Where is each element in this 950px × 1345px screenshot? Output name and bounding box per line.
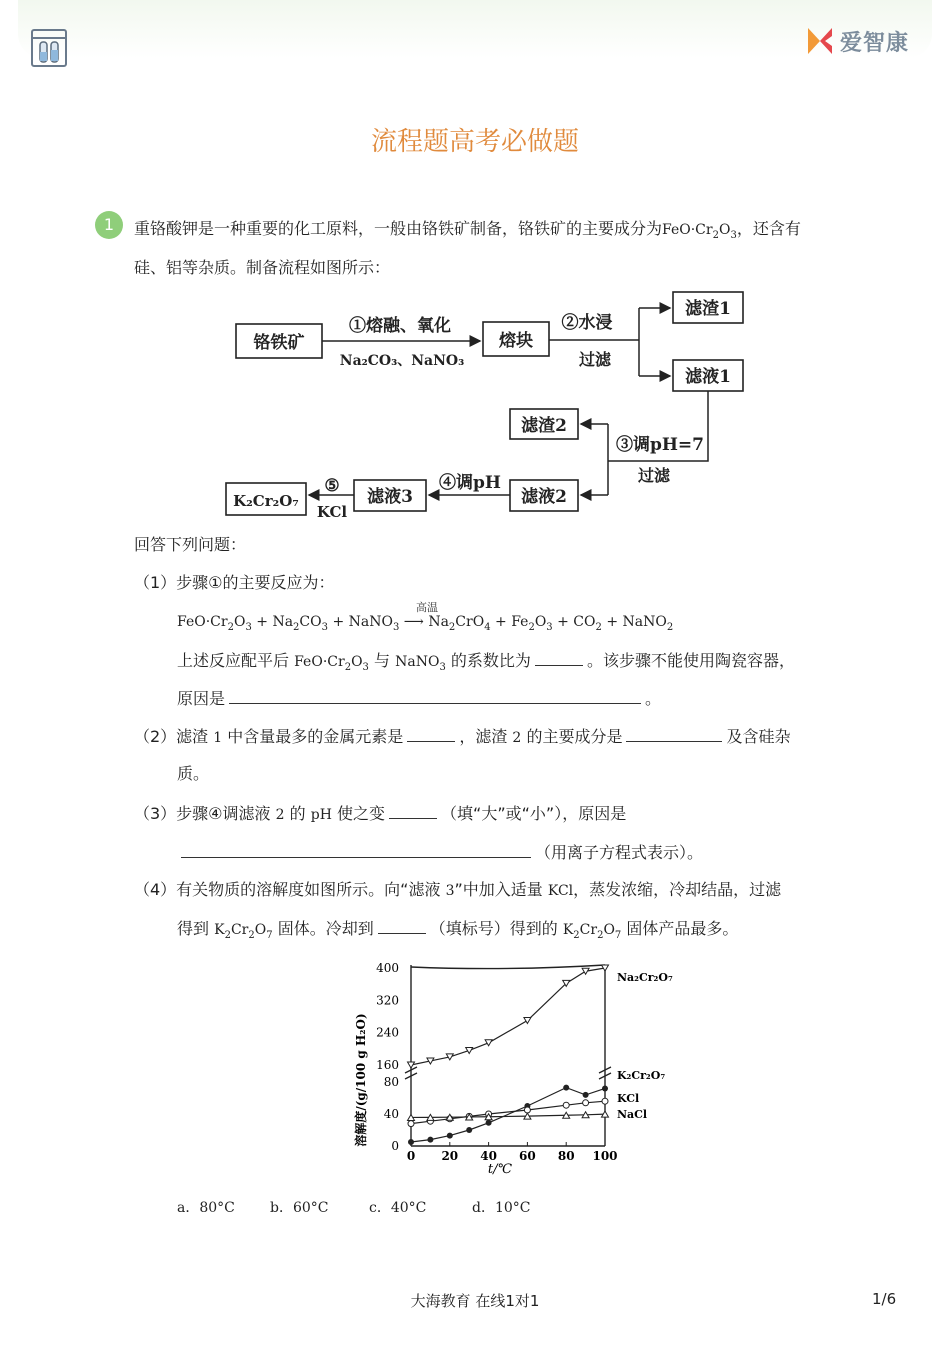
x-tick-label: 60 — [519, 1149, 536, 1163]
answer-blank-ionic-equation[interactable] — [181, 842, 531, 858]
data-point — [524, 1018, 531, 1024]
data-point — [486, 1120, 492, 1126]
data-point — [466, 1047, 473, 1053]
intro-text-post: ，还含有 — [736, 219, 801, 238]
series-label: Na₂Cr₂O₇ — [617, 971, 673, 984]
data-point — [602, 1098, 608, 1104]
solubility-chart — [335, 955, 685, 1185]
y-axis-label: 溶解度/(g/100 g H₂O) — [354, 1013, 368, 1147]
q2-line-1: （2）滤渣 1 中含量最多的金属元素是 ，滤渣 2 的主要成分是 及含硅杂 — [134, 727, 791, 746]
y-tick-label: 0 — [391, 1139, 399, 1153]
process-flow-diagram — [220, 285, 760, 520]
series-label: KCl — [617, 1092, 640, 1105]
flow-residue-1-label: 滤渣1 — [685, 299, 731, 319]
page-number: 1/6 — [872, 1290, 897, 1308]
header-band — [18, 0, 932, 58]
flow-start-label: 铬铁矿 — [253, 333, 305, 353]
data-point — [485, 1040, 492, 1046]
flow-block-label: 熔块 — [499, 331, 533, 351]
answer-blank-temperature[interactable] — [378, 918, 426, 934]
y-tick-label: 80 — [383, 1075, 399, 1089]
flow-reagents-label: Na₂CO₃、NaNO₃ — [339, 353, 465, 369]
data-point — [408, 1121, 414, 1127]
x-tick-label: 40 — [480, 1149, 497, 1163]
data-point — [602, 1085, 608, 1091]
brand-name: 爱智康 — [840, 30, 910, 56]
x-tick-label: 100 — [592, 1149, 618, 1163]
q4-line-2: 得到 $K_2Cr_2O_7$ 固体。冷却到 （填标号）得到的 $K_2Cr_2O_7$ 固体产品最多。 — [177, 919, 739, 941]
flow-step-5b-label: KCl — [316, 503, 348, 520]
flow-filtrate-2-label: 滤液2 — [521, 487, 567, 507]
intro-line-2: 硅、铝等杂质。制备流程如图所示： — [134, 258, 391, 277]
y-tick-label: 160 — [376, 1058, 399, 1072]
answer-blank-metal[interactable] — [407, 726, 455, 742]
choice-c[interactable]: c．40°C — [369, 1200, 427, 1216]
brand-mark-icon — [806, 26, 834, 56]
data-point — [583, 1092, 589, 1098]
q1-line-3: 上述反应配平后 $FeO\cdot Cr_2O_3$ 与 NaNO$_3$ 的系数比为 。该步骤不能使用陶瓷容器， — [177, 651, 795, 673]
flow-step-1-label: ①熔融、氧化 — [349, 316, 451, 336]
flow-step-5-label: ⑤ — [324, 476, 340, 496]
lab-beakers-icon — [30, 28, 68, 68]
flow-residue-2-label: 滤渣2 — [521, 416, 567, 436]
data-point — [563, 1085, 569, 1091]
intro-formula: $FeO\cdot Cr_2O_3$ — [662, 222, 737, 241]
question-number-badge: 1 — [95, 211, 123, 239]
flow-step-2-label: ②水浸 — [561, 313, 613, 333]
intro-text: 重铬酸钾是一种重要的化工原料，一般由铬铁矿制备，铬铁矿的主要成分为 — [134, 219, 663, 238]
flow-filtrate-3-label: 滤液3 — [367, 487, 413, 507]
data-point — [563, 1102, 569, 1108]
x-axis-label: t/℃ — [487, 1162, 513, 1177]
answer-blank-ratio[interactable] — [535, 650, 583, 666]
x-tick-label: 0 — [406, 1149, 416, 1163]
flow-step-4-label: ④调pH — [439, 473, 501, 493]
flow-filtrate-1-label: 滤液1 — [685, 367, 731, 387]
y-tick-label: 40 — [383, 1107, 399, 1121]
top-border — [411, 965, 605, 969]
page-title: 流程题高考必做题 — [370, 127, 579, 157]
flow-product-label: K₂Cr₂O₇ — [233, 492, 299, 510]
answer-blank-reason-1[interactable] — [229, 688, 641, 704]
series-line — [411, 968, 605, 1065]
series-label: NaCl — [617, 1108, 648, 1121]
q2-line-2: 质。 — [177, 764, 210, 783]
choice-d[interactable]: d．10°C — [472, 1200, 531, 1216]
data-point — [466, 1127, 472, 1133]
q3-line-2: （用离子方程式表示）。 — [177, 842, 703, 863]
q1-condition: 高温 — [416, 601, 438, 614]
answer-prompt: 回答下列问题： — [134, 535, 247, 554]
solubility-chart-svg — [335, 955, 685, 1185]
y-tick-label: 320 — [376, 993, 399, 1008]
answer-blank-residue-2[interactable] — [626, 726, 722, 742]
y-tick-label: 400 — [376, 961, 399, 975]
data-point — [524, 1107, 530, 1113]
q4-line-1: （4）有关物质的溶解度如图所示。向“滤液 3”中加入适量 KCl，蒸发浓缩，冷却结晶，过滤 — [134, 880, 782, 899]
data-point — [408, 1139, 414, 1145]
footer-org: 大海教育 在线1对1 — [410, 1292, 540, 1310]
data-point — [447, 1133, 453, 1139]
y-tick-label: 240 — [376, 1025, 399, 1040]
brand-logo — [806, 24, 909, 58]
data-point — [583, 1100, 589, 1106]
choice-b[interactable]: b．60°C — [270, 1200, 329, 1216]
answer-blank-ph[interactable] — [389, 803, 437, 819]
q3-line-1: （3）步骤④调滤液 2 的 pH 使之变 （填“大”或“小”），原因是 — [134, 804, 627, 823]
choice-a[interactable]: a．80°C — [177, 1200, 235, 1216]
flow-step-2b-label: 过滤 — [578, 350, 612, 369]
flow-step-3-label: ③调pH=7 — [615, 435, 705, 455]
q1-equation: $FeO\cdot Cr_2O_3 + Na_2CO_3$ + NaNO$_3$ ⟶ $Na_2CrO_4 + Fe_2O_3 + CO_2$ + NaNO$_2$ — [177, 614, 674, 633]
q1-line-4: 原因是 。 — [177, 689, 662, 708]
flow-step-3b-label: 过滤 — [637, 466, 671, 485]
series-label: K₂Cr₂O₇ — [617, 1069, 666, 1082]
x-tick-label: 20 — [441, 1149, 459, 1163]
series-line — [411, 1101, 605, 1123]
x-tick-label: 80 — [557, 1149, 575, 1163]
intro-line-1 — [134, 219, 801, 246]
q1-label: （1）步骤①的主要反应为： — [134, 573, 335, 592]
data-point — [427, 1137, 433, 1143]
reaction-arrow: ⟶ — [403, 614, 424, 630]
